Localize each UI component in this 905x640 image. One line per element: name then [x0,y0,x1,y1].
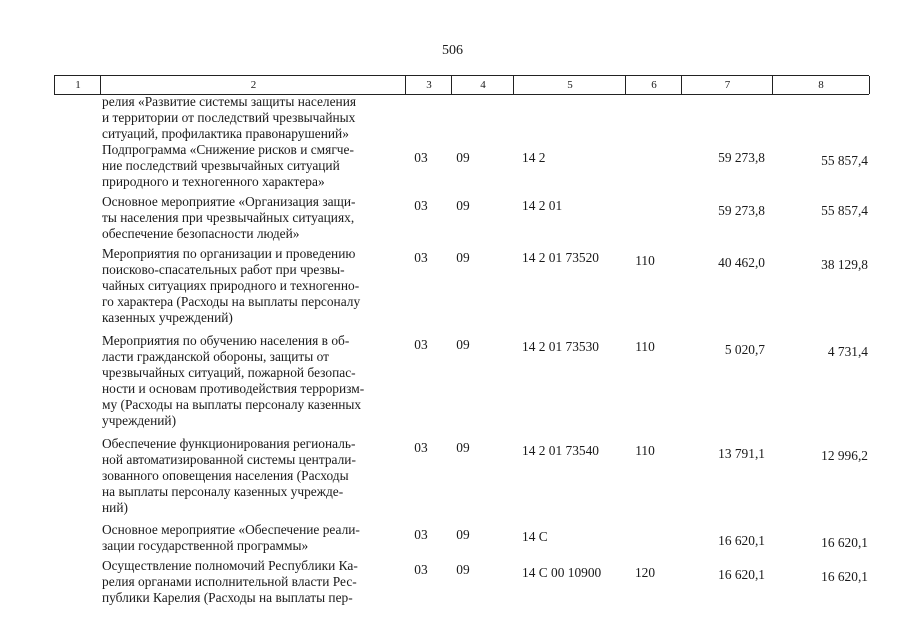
cell-amount-1: 16 620,1 [718,533,765,548]
column-header-1: 1 [54,76,101,94]
column-header-8: 8 [772,76,870,94]
description-line: зации государственной программы» [102,538,309,553]
cell-subsection: 09 [456,527,470,542]
description-line: ной автоматизированной системы централи- [102,452,356,467]
cell-amount-2: 38 129,8 [821,257,868,272]
description-line: Осуществление полномочий Республики Ка- [102,558,358,573]
column-header-2: 2 [100,76,406,94]
cell-expense-type: 110 [635,443,655,458]
cell-section: 03 [414,527,428,542]
cell-amount-2: 55 857,4 [821,153,868,168]
page-number: 506 [442,43,463,58]
cell-subsection: 09 [456,150,470,165]
description-line: релия «Развитие системы защиты населения [102,94,357,109]
description-line: ты населения при чрезвычайных ситуациях, [102,210,355,225]
cell-amount-1: 59 273,8 [718,203,765,218]
cell-amount-2: 16 620,1 [821,569,868,584]
cell-target-article: 14 2 [522,150,546,165]
cell-amount-1: 13 791,1 [718,446,765,461]
row-description [102,194,402,242]
cell-target-article: 14 С 00 10900 [522,565,602,580]
description-line: и территории от последствий чрезвычайных [102,110,356,125]
cell-section: 03 [414,250,428,265]
description-line: Основное мероприятие «Обеспечение реали- [102,522,360,537]
cell-expense-type: 110 [635,253,655,268]
cell-target-article: 14 2 01 73540 [522,443,599,458]
cell-subsection: 09 [456,562,470,577]
row-description [102,333,402,429]
column-header-6: 6 [625,76,682,94]
description-line: го характера (Расходы на выплаты персоналу [102,294,361,309]
cell-amount-2: 16 620,1 [821,535,868,550]
description-line: му (Расходы на выплаты персоналу казенных [102,397,362,412]
description-line: обеспечение безопасности людей» [102,226,300,241]
cell-target-article: 14 С [522,529,548,544]
description-line: Основное мероприятие «Организация защи- [102,194,356,209]
description-line: ситуаций, профилактика правонарушений» [102,126,349,141]
description-line: ний) [102,500,128,515]
description-line: учреждений) [102,413,177,428]
description-line: Мероприятия по обучению населения в об- [102,333,350,348]
row-description [102,94,402,142]
cell-section: 03 [414,562,428,577]
row-description [102,522,402,554]
cell-amount-1: 16 620,1 [718,567,765,582]
column-header-3: 3 [405,76,452,94]
description-line: казенных учреждений) [102,310,233,325]
row-description [102,246,402,326]
description-line: ласти гражданской обороны, защиты от [102,349,329,364]
row-description [102,436,402,516]
cell-section: 03 [414,440,428,455]
cell-subsection: 09 [456,198,470,213]
description-line: чрезвычайных ситуаций, пожарной безопас- [102,365,356,380]
description-line: Мероприятия по организации и проведению [102,246,356,261]
description-line: чайных ситуациях природного и техногенно- [102,278,360,293]
description-line: Подпрограмма «Снижение рисков и смягче- [102,142,354,157]
cell-expense-type: 120 [634,565,656,580]
cell-amount-1: 5 020,7 [724,342,765,357]
cell-target-article: 14 2 01 73530 [522,339,599,354]
cell-amount-1: 59 273,8 [718,150,765,165]
row-description [102,558,402,606]
cell-amount-2: 12 996,2 [821,448,868,463]
description-line: ние последствий чрезвычайных ситуаций [102,158,340,173]
column-header-4: 4 [451,76,514,94]
cell-amount-1: 40 462,0 [718,255,765,270]
row-description [102,142,402,190]
cell-subsection: 09 [456,250,470,265]
description-line: природного и техногенного характера» [102,174,325,189]
column-header-5: 5 [513,76,626,94]
description-line: Обеспечение функционирования региональ- [102,436,356,451]
description-line: поисково-спасательных работ при чрезвы- [102,262,345,277]
cell-section: 03 [414,198,428,213]
cell-target-article: 14 2 01 [522,198,563,213]
cell-subsection: 09 [456,337,470,352]
table-header-row [54,75,869,95]
cell-amount-2: 55 857,4 [821,203,868,218]
cell-section: 03 [414,150,428,165]
cell-subsection: 09 [456,440,470,455]
cell-section: 03 [414,337,428,352]
description-line: зованного оповещения населения (Расходы [102,468,349,483]
description-line: ности и основам противодействия терроризм- [102,381,365,396]
cell-target-article: 14 2 01 73520 [522,250,599,265]
column-header-7: 7 [681,76,773,94]
description-line: релия органами исполнительной власти Рес- [102,574,357,589]
cell-expense-type: 110 [635,339,655,354]
cell-amount-2: 4 731,4 [827,344,868,359]
description-line: публики Карелия (Расходы на выплаты пер- [102,590,353,605]
description-line: на выплаты персоналу казенных учрежде- [102,484,344,499]
